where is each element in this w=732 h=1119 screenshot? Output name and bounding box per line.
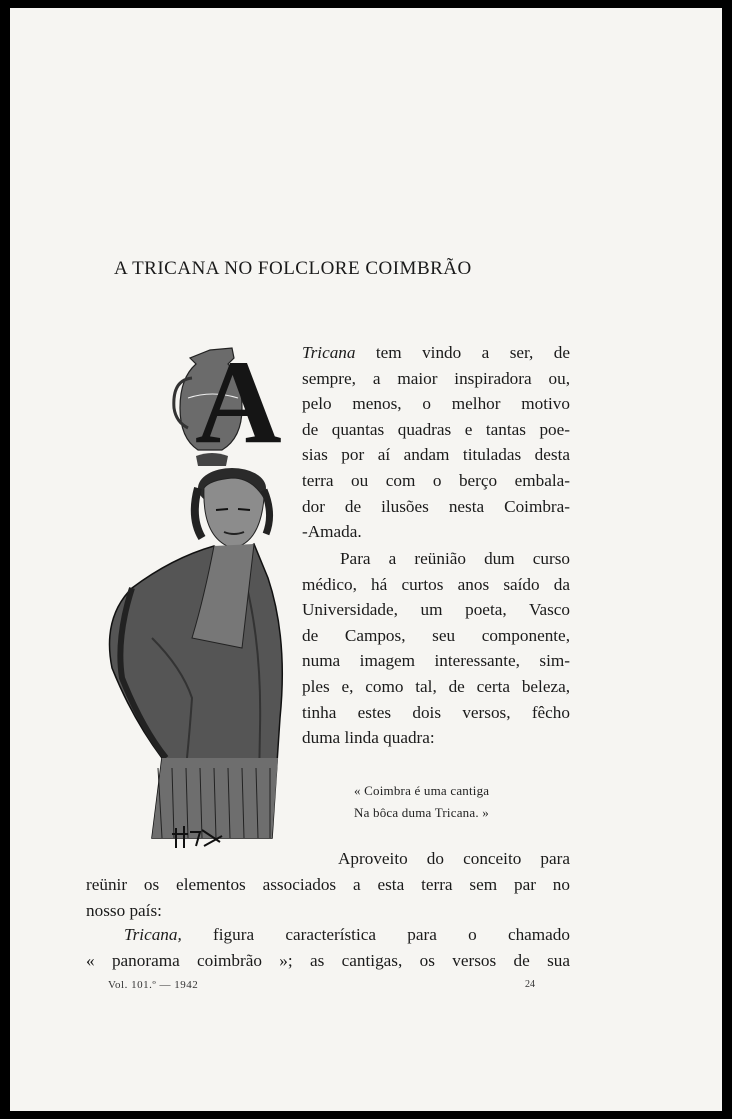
- paragraph-line: de Campos, seu componente,: [302, 625, 570, 645]
- woman-head: [195, 468, 270, 548]
- intro-paragraph: [302, 340, 570, 545]
- intro-line: dor de ilusões nesta Coimbra-: [302, 496, 570, 516]
- intro-line: terra ou com o berço embala-: [302, 470, 570, 490]
- paragraph-line: reünir os elementos associados a esta terra sem par no: [86, 875, 570, 894]
- drop-cap-letter: A: [195, 338, 282, 468]
- verse-quote: [354, 780, 574, 824]
- paragraph-4: [86, 922, 570, 973]
- intro-first-word: Tricana: [302, 343, 356, 362]
- paragraph-line: numa imagem interessante, sim-: [302, 651, 570, 671]
- document-page: [10, 8, 722, 1111]
- paragraph-line: tinha estes dois versos, fêcho: [302, 702, 570, 722]
- intro-line: pelo menos, o melhor motivo: [302, 394, 570, 414]
- intro-line: sempre, a maior inspiradora ou,: [302, 368, 570, 388]
- paragraph-3-start: [338, 846, 570, 872]
- article-title: A TRICANA NO FOLCLORE COIMBRÃO: [114, 258, 472, 279]
- intro-line: de quantas quadras e tantas poe-: [302, 419, 570, 439]
- intro-line: Tricana tem vindo a ser, de: [302, 343, 570, 362]
- paragraph-line: médico, há curtos anos saído da: [302, 574, 570, 594]
- paragraph-line: Aproveito do conceito para: [338, 849, 570, 868]
- footer-page-number: 24: [525, 979, 535, 990]
- paragraph-line: nosso país:: [86, 900, 162, 920]
- paragraph-3-rest: [86, 872, 570, 923]
- tricana-illustration: [92, 338, 302, 858]
- intro-line: sias por aí andam tituladas desta: [302, 445, 570, 465]
- paragraph-line: ples e, como tal, de certa beleza,: [302, 676, 570, 696]
- paragraph-line: Universidade, um poeta, Vasco: [302, 600, 570, 620]
- paragraph-line: Para a reünião dum curso: [340, 549, 570, 568]
- paragraph-line: « panorama coimbrão »; as cantigas, os versos de sua: [86, 950, 570, 970]
- intro-line: -Amada.: [302, 522, 362, 542]
- paragraph-2: [302, 546, 570, 751]
- woman-shawl: [110, 544, 283, 838]
- verse-line: « Coimbra é uma cantiga: [354, 783, 490, 798]
- footer-volume: Vol. 101.º — 1942: [108, 979, 199, 991]
- paragraph-line: Tricana, figura característica para o chamado: [124, 925, 570, 944]
- verse-line: Na bôca duma Tricana. »: [354, 805, 489, 820]
- paragraph-line: duma linda quadra:: [302, 728, 435, 748]
